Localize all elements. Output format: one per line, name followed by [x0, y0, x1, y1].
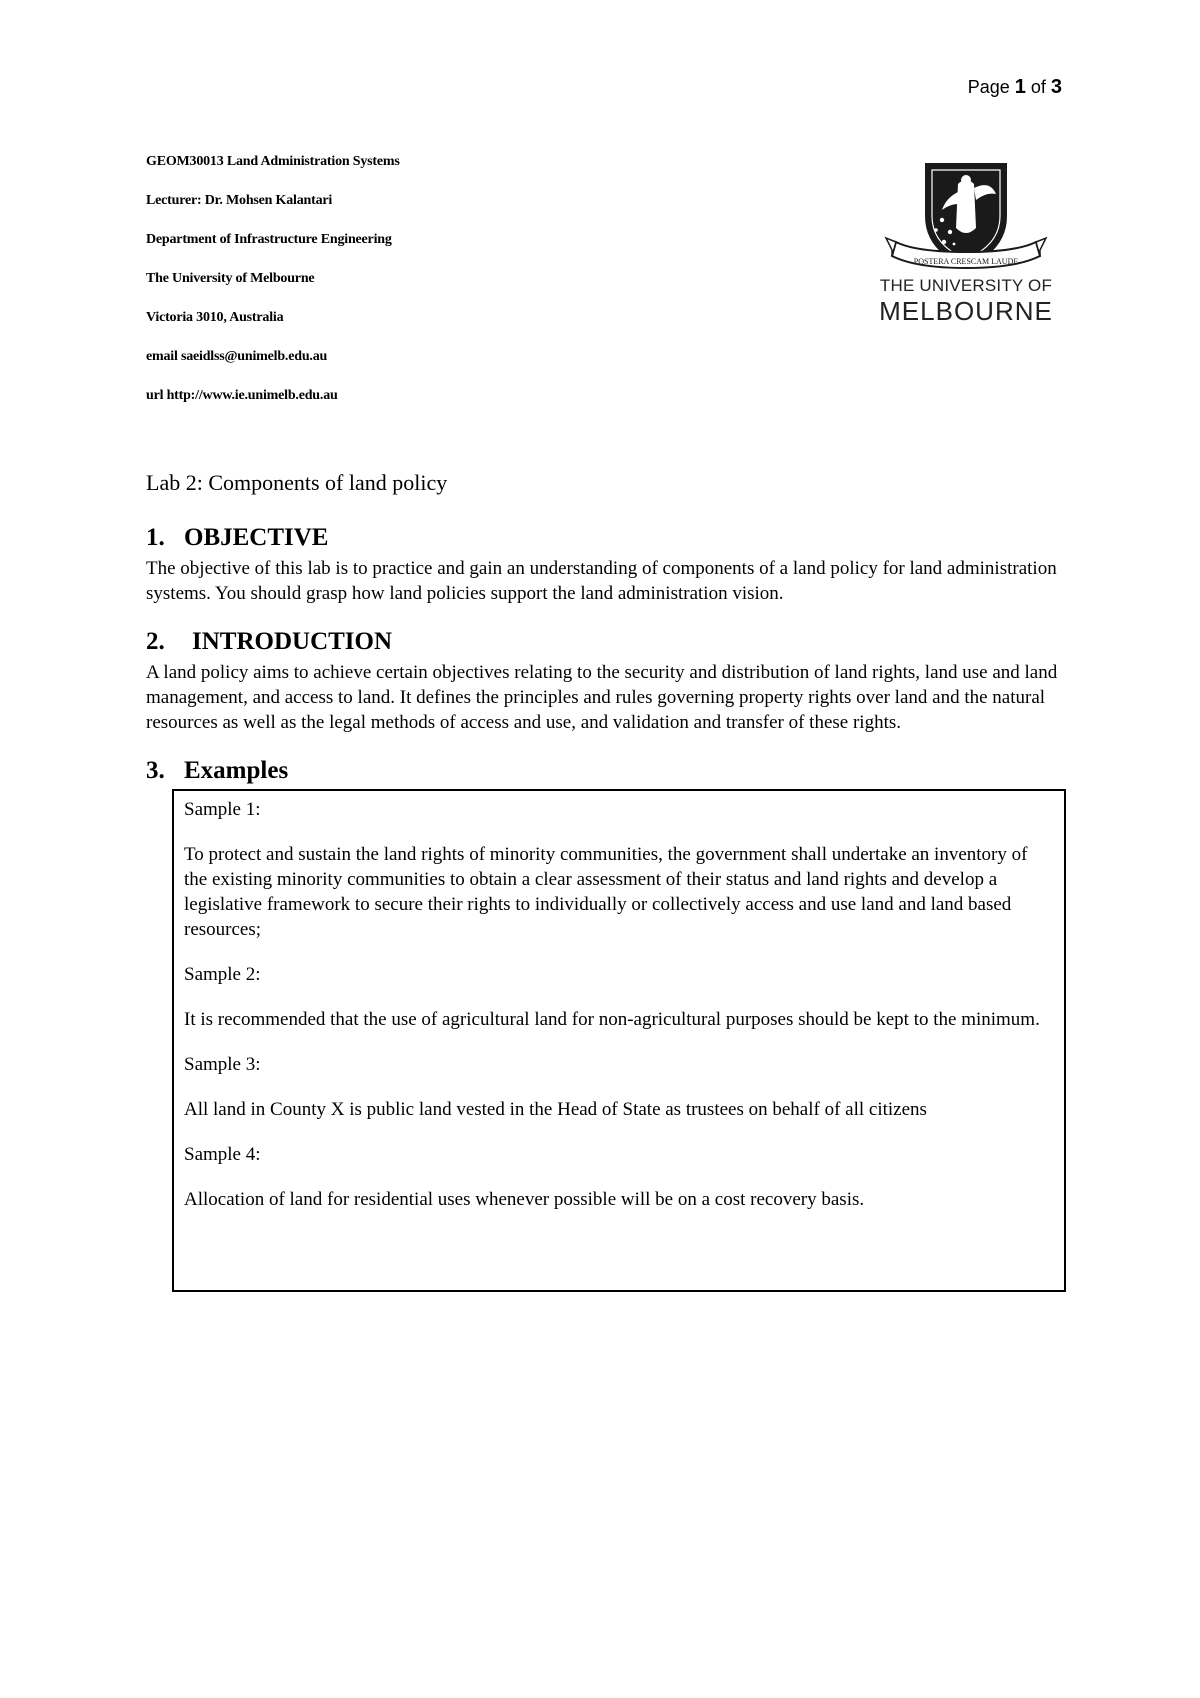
section-title: Examples — [184, 757, 289, 784]
document-body — [146, 470, 1066, 1292]
page-number-total: 3 — [1050, 76, 1062, 98]
examples-box — [172, 789, 1066, 1292]
sample-text: Allocation of land for residential uses whenever possible will be on a cost recovery basis. — [184, 1189, 865, 1210]
university-line: The University of Melbourne — [146, 271, 315, 286]
section-heading-examples — [146, 757, 1066, 785]
course-header — [146, 152, 706, 425]
email-line: email saeidlss@unimelb.edu.au — [146, 349, 328, 364]
lab-title: Lab 2: Components of land policy — [146, 470, 448, 495]
address-line: Victoria 3010, Australia — [146, 310, 284, 325]
page-number-of: of — [1025, 77, 1051, 97]
section-title: INTRODUCTION — [192, 628, 393, 655]
course-code-line: GEOM30013 Land Administration Systems — [146, 154, 400, 169]
section-number: 2. — [146, 628, 165, 655]
section-heading-objective — [146, 524, 1066, 552]
page-number — [968, 76, 1062, 99]
logo-text-line2: MELBOURNE — [879, 296, 1053, 326]
logo-text-line1: THE UNIVERSITY OF — [879, 276, 1053, 295]
url-line: url http://www.ie.unimelb.edu.au — [146, 388, 338, 403]
sample-label: Sample 4: — [184, 1144, 261, 1165]
section-heading-introduction — [146, 628, 1066, 656]
university-crest-icon — [876, 158, 1056, 276]
department-line: Department of Infrastructure Engineering — [146, 232, 392, 247]
section-title: OBJECTIVE — [184, 524, 329, 551]
section-number: 1. — [146, 524, 165, 551]
page-number-prefix: Page — [967, 77, 1015, 97]
sample-text: To protect and sustain the land rights of minority communities, the government shall undertake an inventory of the existing minority communities to obtain a clear assessment of their status and land rights and develop a legislative framework to secure their rights to individually or collectively access and use land and land based resources; — [184, 844, 1028, 940]
sample-text: It is recommended that the use of agricultural land for non-agricultural purposes should be kept to the minimum. — [184, 1009, 1040, 1030]
logo-motto: POSTERA CRESCAM LAUDE — [913, 257, 1019, 266]
sample-label: Sample 1: — [184, 799, 261, 820]
introduction-text: A land policy aims to achieve certain objectives relating to the security and distribution of land rights, land use and land management, and access to land. It defines the principles and rules governing property rights over land and the natural resources as well as the legal methods of access and use, and validation and transfer of these rights. — [146, 662, 1058, 733]
lecturer-line: Lecturer: Dr. Mohsen Kalantari — [146, 193, 333, 208]
page-number-current: 1 — [1014, 76, 1026, 98]
objective-text: The objective of this lab is to practice and gain an understanding of components of a land policy for land administration systems. You should grasp how land policies support the land administration vision. — [146, 558, 1057, 604]
sample-label: Sample 2: — [184, 964, 261, 985]
sample-text: All land in County X is public land vested in the Head of State as trustees on behalf of all citizens — [184, 1099, 927, 1120]
section-number: 3. — [146, 757, 165, 784]
sample-label: Sample 3: — [184, 1054, 261, 1075]
university-logo — [876, 158, 1056, 328]
